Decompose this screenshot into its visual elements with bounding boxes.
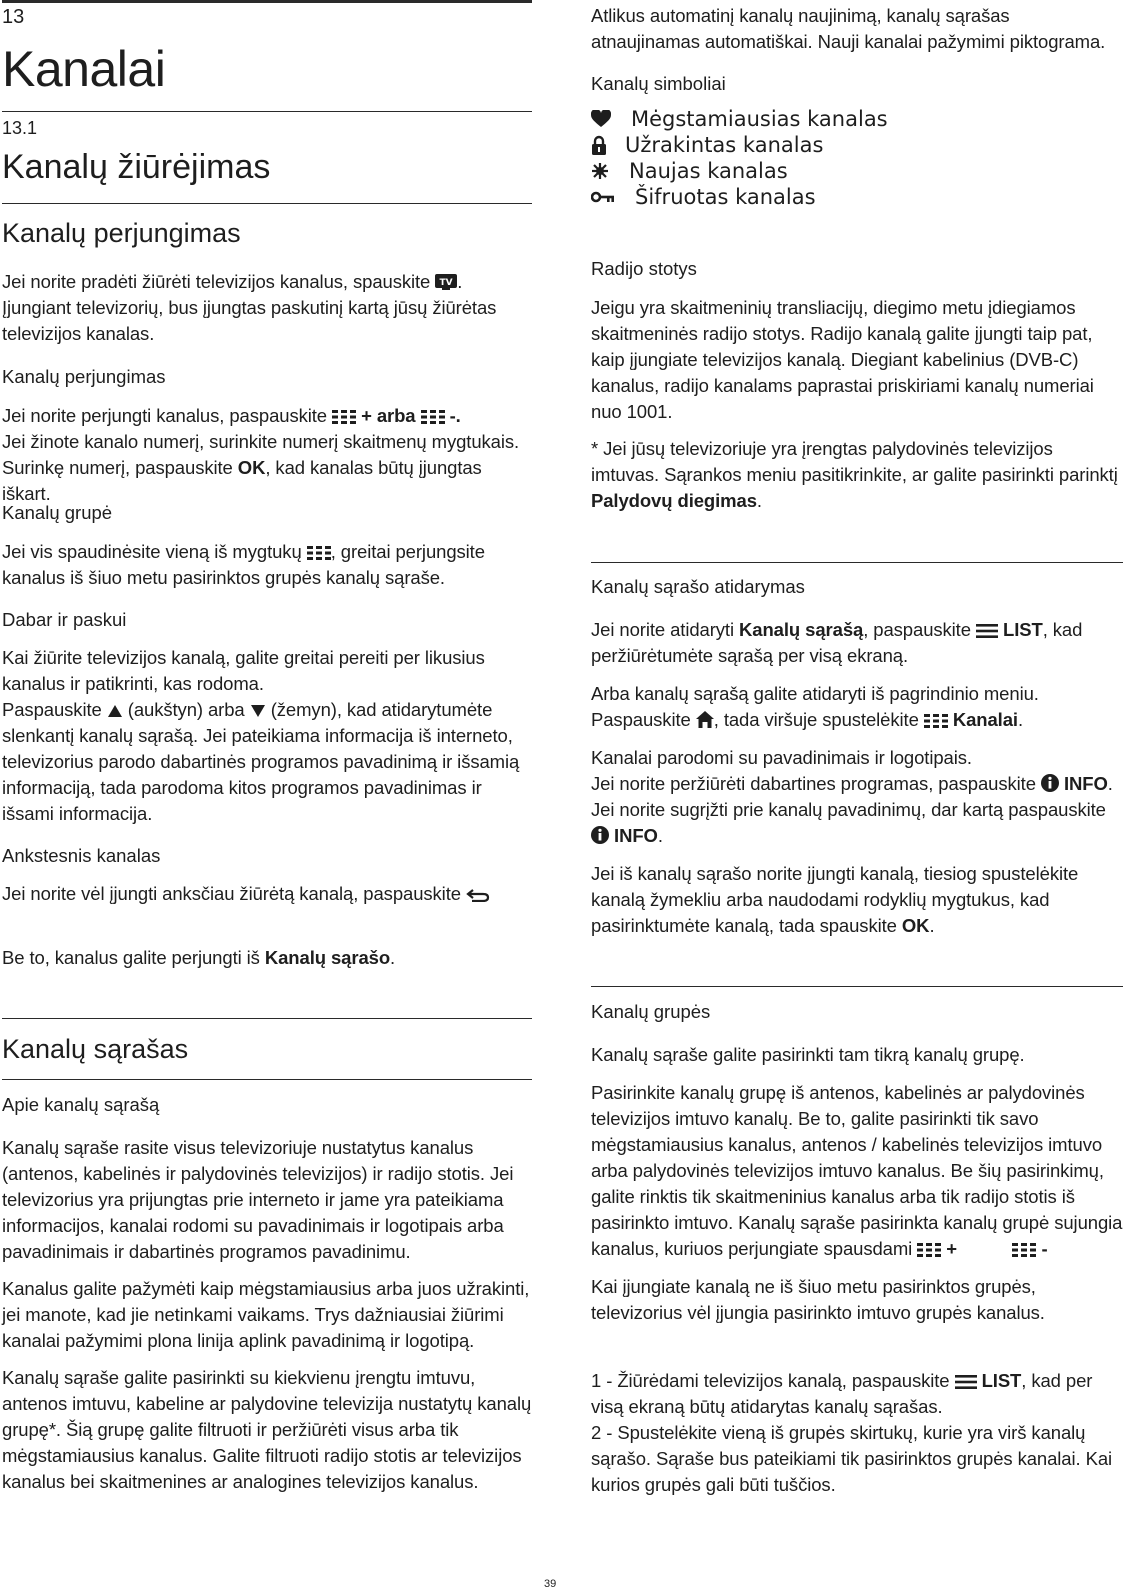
symbol-row-favourite: Mėgstamiausias kanalas: [591, 107, 888, 131]
subheading: Kanalų grupė: [2, 502, 113, 523]
paragraph: Pasirinkite kanalų grupę iš antenos, kabelinės ar palydovinės televizijos imtuvo kanalų. Be to, galite pasirinkti tik savo mėgstamiausius kanalus, antenos / kabelinės televizijos imtuvo arba palydovinės televizijos imtuvo kanalus. Be šių pasirinkimų, galite rinktis tik skaitmeninius kanalus arba tik radijo stotis iš pasirinkto imtuvo. Kanalų sąraše pasirinkta kanalų grupė sujungia kanalus, kuriuos perjungiate spausdami + -: [591, 1082, 1123, 1259]
paragraph: Be to, kanalus galite perjungti iš Kanalų sąrašo.: [2, 947, 396, 968]
info-icon: [591, 826, 609, 844]
back-icon: [466, 888, 490, 902]
paragraph: Jei norite pradėti žiūrėti televizijos kanalus, spauskite TV . Įjungiant televizorių, bus įjungtas paskutinį kartą jūsų žiūrėtas televizijos kanalas.: [2, 271, 497, 344]
key-icon: [591, 190, 615, 204]
subheading: Kanalų simboliai: [591, 73, 726, 94]
divider: [591, 986, 1123, 987]
channel-list-icon: [421, 410, 445, 424]
paragraph: Kai įjungiate kanalą ne iš šiuo metu pasirinktos grupės, televizorius vėl įjungia pasirinkto imtuvo grupės kanalus.: [591, 1276, 1045, 1323]
chapter-number: 13: [2, 6, 25, 28]
info-icon: [1041, 774, 1059, 792]
lock-icon: [591, 135, 607, 155]
paragraph: Kanalų sąraše galite pasirinkti su kiekvienu įrengtu imtuvu, antenos imtuvu, kabeline ar palydovine televizija nustatytų kanalų grupę*. Šią grupę galite filtruoti ir peržiūrėti visus arba tik mėgstamiausius kanalus. Galite filtruoti radijo stotis ar televizijos kanalus bei skaitmenines ar analogines televizijos kanalus.: [2, 1367, 532, 1492]
section-title: Kanalų sąrašas: [2, 1034, 189, 1064]
divider: [2, 111, 532, 112]
symbol-row-locked: Užrakintas kanalas: [591, 133, 823, 157]
paragraph: Jei norite vėl įjungti anksčiau žiūrėtą kanalą, paspauskite: [2, 881, 534, 907]
page-number: 39: [544, 1578, 557, 1590]
divider: [2, 1018, 532, 1019]
subheading: Ankstesnis kanalas: [2, 845, 161, 866]
paragraph: Kanalų sąraše rasite visus televizoriuje nustatytus kanalus (antenos, kabelinės ir palydovinės televizijos) ir radijo stotis. Jei televizorius yra prijungtas prie interneto ir jame yra pateikiama informacijos, kanalai rodomi su pavadinimais ir logotipais arba pavadinimais ir dabartinės programos pavadinimu.: [2, 1137, 514, 1262]
tv-icon: [435, 274, 457, 290]
section-title: Kanalų perjungimas: [2, 218, 241, 248]
paragraph: Arba kanalų sąrašą galite atidaryti iš pagrindinio meniu. Paspauskite , tada viršuje spustelėkite Kanalai.: [591, 683, 1039, 730]
subheading: Kanalų grupės: [591, 1001, 711, 1022]
subchapter-number: 13.1: [2, 118, 38, 138]
subheading: Dabar ir paskui: [2, 609, 127, 630]
symbol-row-encrypted: Šifruotas kanalas: [591, 185, 816, 209]
symbol-row-new: Naujas kanalas: [591, 159, 788, 183]
channel-list-icon: [917, 1243, 941, 1257]
channel-list-icon: [924, 714, 948, 728]
divider: [2, 1079, 532, 1080]
channel-list-icon: [1012, 1243, 1036, 1257]
paragraph: Jei norite atidaryti Kanalų sąrašą, paspauskite LIST, kad peržiūrėtumėte sąrašą per visą ekraną.: [591, 619, 1083, 666]
channel-list-icon: [307, 546, 331, 560]
channel-list-icon: [332, 410, 356, 424]
paragraph: Atlikus automatinį kanalų naujinimą, kanalų sąrašas atnaujinamas automatiškai. Nauji kanalai pažymimi piktograma.: [591, 5, 1106, 52]
list-icon: [955, 1375, 977, 1389]
paragraph: * Jei jūsų televizoriuje yra įrengtas palydovinės televizijos imtuvas. Sąrankos meniu pasitikrinkite, ar galite pasirinkti parinktį Palydovų diegimas.: [591, 438, 1118, 511]
paragraph: Jei iš kanalų sąrašo norite įjungti kanalą, tiesiog spustelėkite kanalą žymekliu arba naudodami rodyklių mygtukus, kad pasirinktumėte kanalą, tada spauskite OK.: [591, 863, 1079, 936]
divider: [2, 203, 532, 204]
subheading: Apie kanalų sąrašą: [2, 1094, 160, 1115]
subchapter-title: Kanalų žiūrėjimas: [2, 148, 271, 186]
svg-text:TV: TV: [439, 278, 453, 288]
list-icon: [976, 624, 998, 638]
paragraph: Jei norite perjungti kanalus, paspauskite + arba -. Jei žinote kanalo numerį, surinkite numerį skaitmenų mygtukais. Surinkę numerį, paspauskite OK, kad kanalas būtų įjungtas iškart.: [2, 405, 520, 504]
subheading: Kanalų perjungimas: [2, 366, 166, 387]
divider: [591, 562, 1123, 563]
arrow-up-icon: [107, 704, 123, 718]
paragraph: Kanalų sąraše galite pasirinkti tam tikrą kanalų grupę.: [591, 1044, 1025, 1065]
paragraph: Kai žiūrite televizijos kanalą, galite greitai pereiti per likusius kanalus ir patikrinti, kas rodoma. Paspauskite (aukštyn) arba (žemyn), kad atidarytumėte slenkantį kanalų sąrašą. Jei pateikiama informacija iš interneto, televizorius parodo dabartinės programos pavadinimą ir išsamią informaciją, tada parodoma kitos programos pavadinimas ir išsami informacija.: [2, 647, 520, 824]
home-icon: [696, 711, 714, 728]
star-burst-icon: [591, 162, 609, 180]
subheading: Kanalų sąrašo atidarymas: [591, 576, 805, 597]
chapter-title: Kanalai: [2, 41, 166, 97]
paragraph: Jeigu yra skaitmeninių transliacijų, diegimo metu įdiegiamos skaitmeninės radijo stotys. Radijo kanalą galite įjungti taip pat, kaip įjungiate televizijos kanalą. Diegiant kabelinius (DVB-C) kanalus, radijo kanalams paprastai priskiriami kanalų numeriai nuo 1001.: [591, 297, 1094, 422]
top-rule: [2, 0, 532, 3]
paragraph: Kanalai parodomi su pavadinimais ir logotipais. Jei norite peržiūrėti dabartines programas, paspauskite INFO. Jei norite sugrįžti prie kanalų pavadinimų, dar kartą paspauskite INFO.: [591, 747, 1113, 846]
paragraph: 1 - Žiūrėdami televizijos kanalą, paspauskite LIST, kad per visą ekraną būtų atidarytas kanalų sąrašas. 2 - Spustelėkite vieną iš grupės skirtukų, kurie yra virš kanalų sąrašo. Sąraše bus pateikiami tik pasirinktos grupės kanalai. Kai kurios grupės gali būti tuščios.: [591, 1370, 1113, 1495]
subheading: Radijo stotys: [591, 258, 697, 279]
paragraph: Jei vis spaudinėsite vieną iš mygtukų , greitai perjungsite kanalus iš šiuo metu pasirinktos grupės kanalų sąraše.: [2, 541, 485, 588]
paragraph: Kanalus galite pažymėti kaip mėgstamiausius arba juos užrakinti, jei manote, kad jie netinkami vaikams. Trys dažniausiai žiūrimi kanalai pažymimi plona linija aplink pavadinimą ir logotipą.: [2, 1278, 530, 1351]
heart-icon: [591, 110, 611, 128]
arrow-down-icon: [250, 704, 266, 718]
